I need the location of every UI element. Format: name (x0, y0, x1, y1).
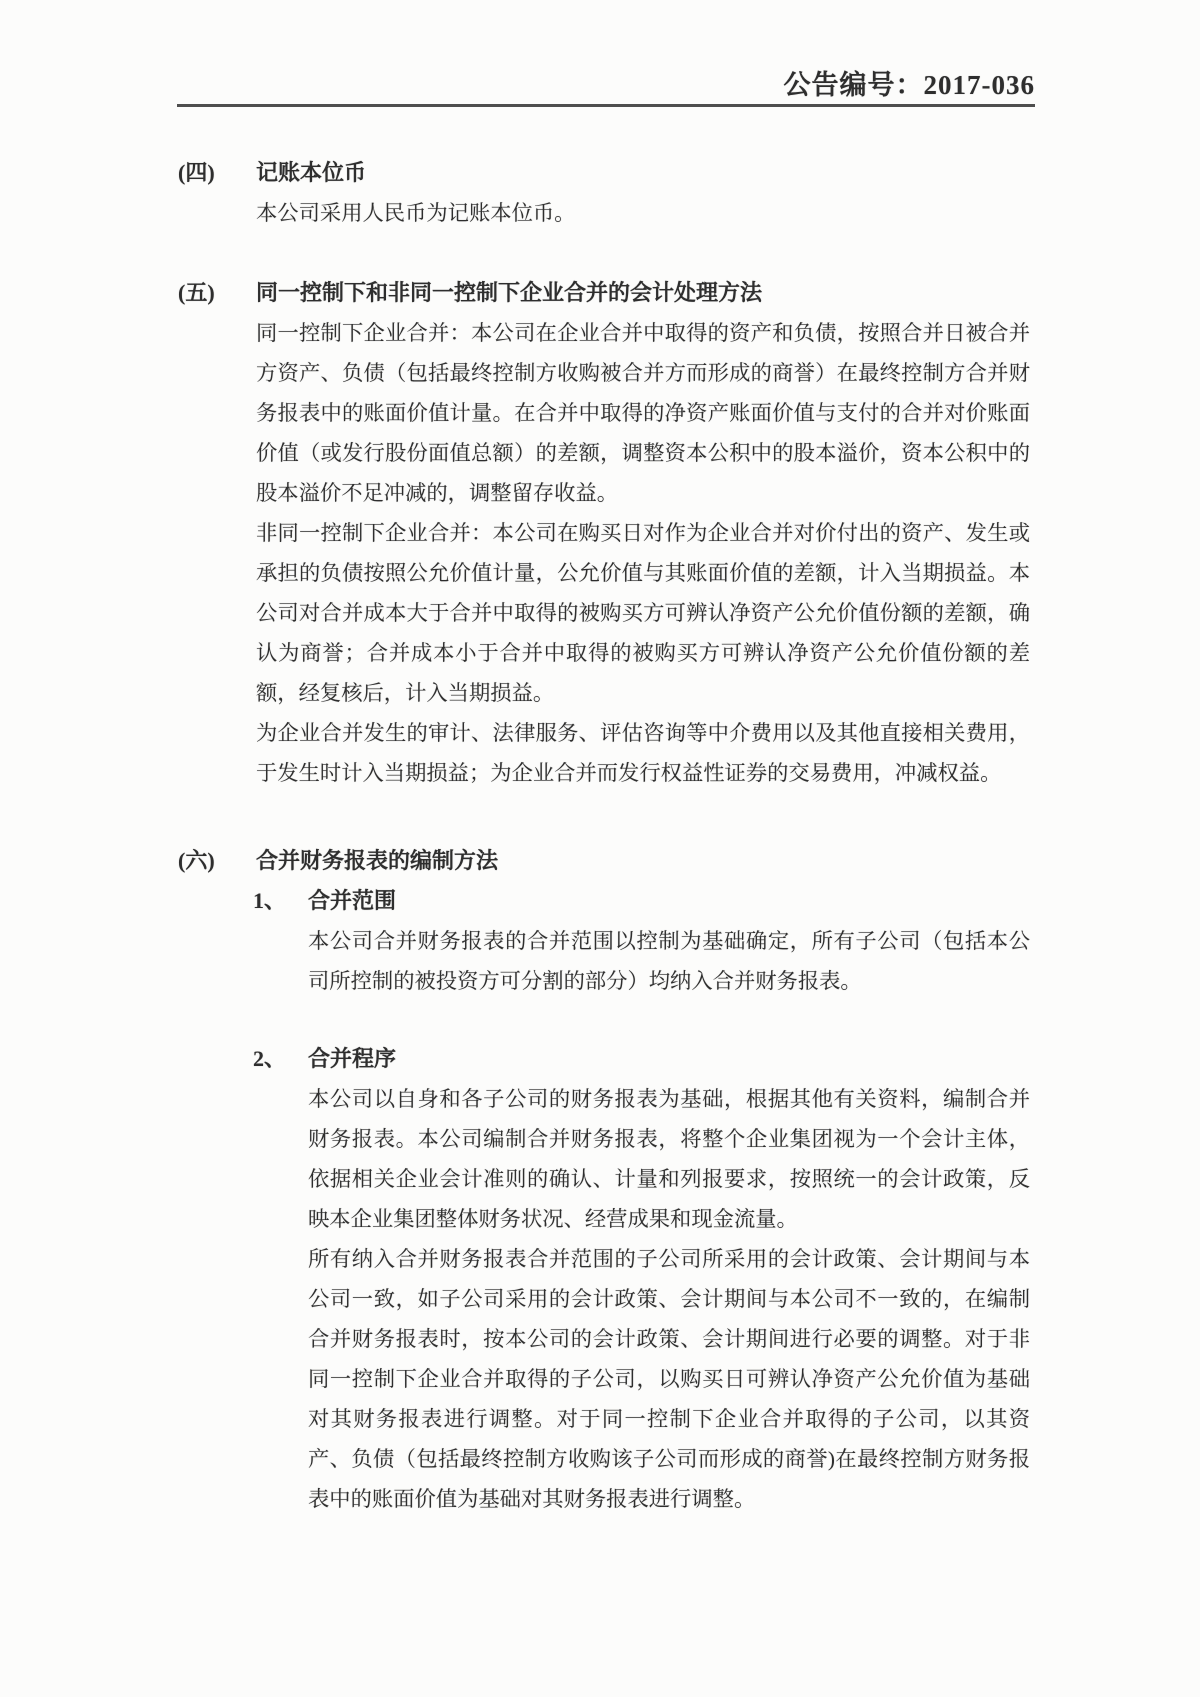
section-title: 合并财务报表的编制方法 (256, 848, 499, 873)
section-body (256, 193, 1030, 233)
subsection-body (308, 1079, 1030, 1519)
subsection-body (308, 921, 1030, 1001)
subsection-number: 1、 (253, 888, 287, 913)
section-heading (178, 153, 1030, 193)
section-label: (五) (178, 280, 215, 305)
subsection-number: 2、 (253, 1046, 287, 1071)
paragraph: 同一控制下企业合并：本公司在企业合并中取得的资产和负债，按照合并日被合并方资产、负债（包括最终控制方收购被合并方而形成的商誉）在最终控制方合并财务报表中的账面价值计量。在合并中取得的净资产账面价值与支付的合并对价账面价值（或发行股份面值总额）的差额，调整资本公积中的股本溢价，资本公积中的股本溢价不足冲减的，调整留存收益。 (256, 321, 1030, 505)
paragraph: 所有纳入合并财务报表合并范围的子公司所采用的会计政策、会计期间与本公司一致，如子公司采用的会计政策、会计期间与本公司不一致的，在编制合并财务报表时，按本公司的会计政策、会计期间进行必要的调整。对于非同一控制下企业合并取得的子公司，以购买日可辨认净资产公允价值为基础对其财务报表进行调整。对于同一控制下企业合并取得的子公司，以其资产、负债（包括最终控制方收购该子公司而形成的商誉)在最终控制方财务报表中的账面价值为基础对其财务报表进行调整。 (308, 1247, 1030, 1511)
section-label: (六) (178, 848, 215, 873)
doc-number: 公告编号：2017-036 (783, 70, 1035, 100)
section-recording-currency (178, 153, 1030, 233)
section-heading (178, 273, 1030, 313)
subsection-title: 合并程序 (308, 1046, 397, 1071)
paragraph: 为企业合并发生的审计、法律服务、评估咨询等中介费用以及其他直接相关费用，于发生时计入当期损益；为企业合并而发行权益性证券的交易费用，冲减权益。 (256, 721, 1030, 785)
subsection-heading (253, 881, 1030, 921)
subsection-heading (253, 1039, 1030, 1079)
section-consolidated-statements (178, 841, 1030, 1519)
section-business-combinations (178, 273, 1030, 793)
section-heading (178, 841, 1030, 881)
section-label: (四) (178, 160, 215, 185)
subsection-title: 合并范围 (308, 888, 397, 913)
paragraph: 非同一控制下企业合并：本公司在购买日对作为企业合并对价付出的资产、发生或承担的负债按照公允价值计量，公允价值与其账面价值的差额，计入当期损益。本公司对合并成本大于合并中取得的被购买方可辨认净资产公允价值份额的差额，确认为商誉；合并成本小于合并中取得的被购买方可辨认净资产公允价值份额的差额，经复核后，计入当期损益。 (256, 521, 1030, 705)
paragraph: 本公司以自身和各子公司的财务报表为基础，根据其他有关资料，编制合并财务报表。本公司编制合并财务报表，将整个企业集团视为一个会计主体，依据相关企业会计准则的确认、计量和列报要求，按照统一的会计政策，反映本企业集团整体财务状况、经营成果和现金流量。 (308, 1087, 1030, 1231)
section-body (256, 313, 1030, 793)
section-title: 记账本位币 (256, 160, 367, 185)
paragraph: 本公司合并财务报表的合并范围以控制为基础确定，所有子公司（包括本公司所控制的被投资方可分割的部分）均纳入合并财务报表。 (308, 929, 1030, 993)
paragraph: 本公司采用人民币为记账本位币。 (256, 201, 576, 225)
document-content (178, 153, 1030, 1519)
header-rule (177, 104, 1035, 107)
section-title: 同一控制下和非同一控制下企业合并的会计处理方法 (256, 280, 763, 305)
